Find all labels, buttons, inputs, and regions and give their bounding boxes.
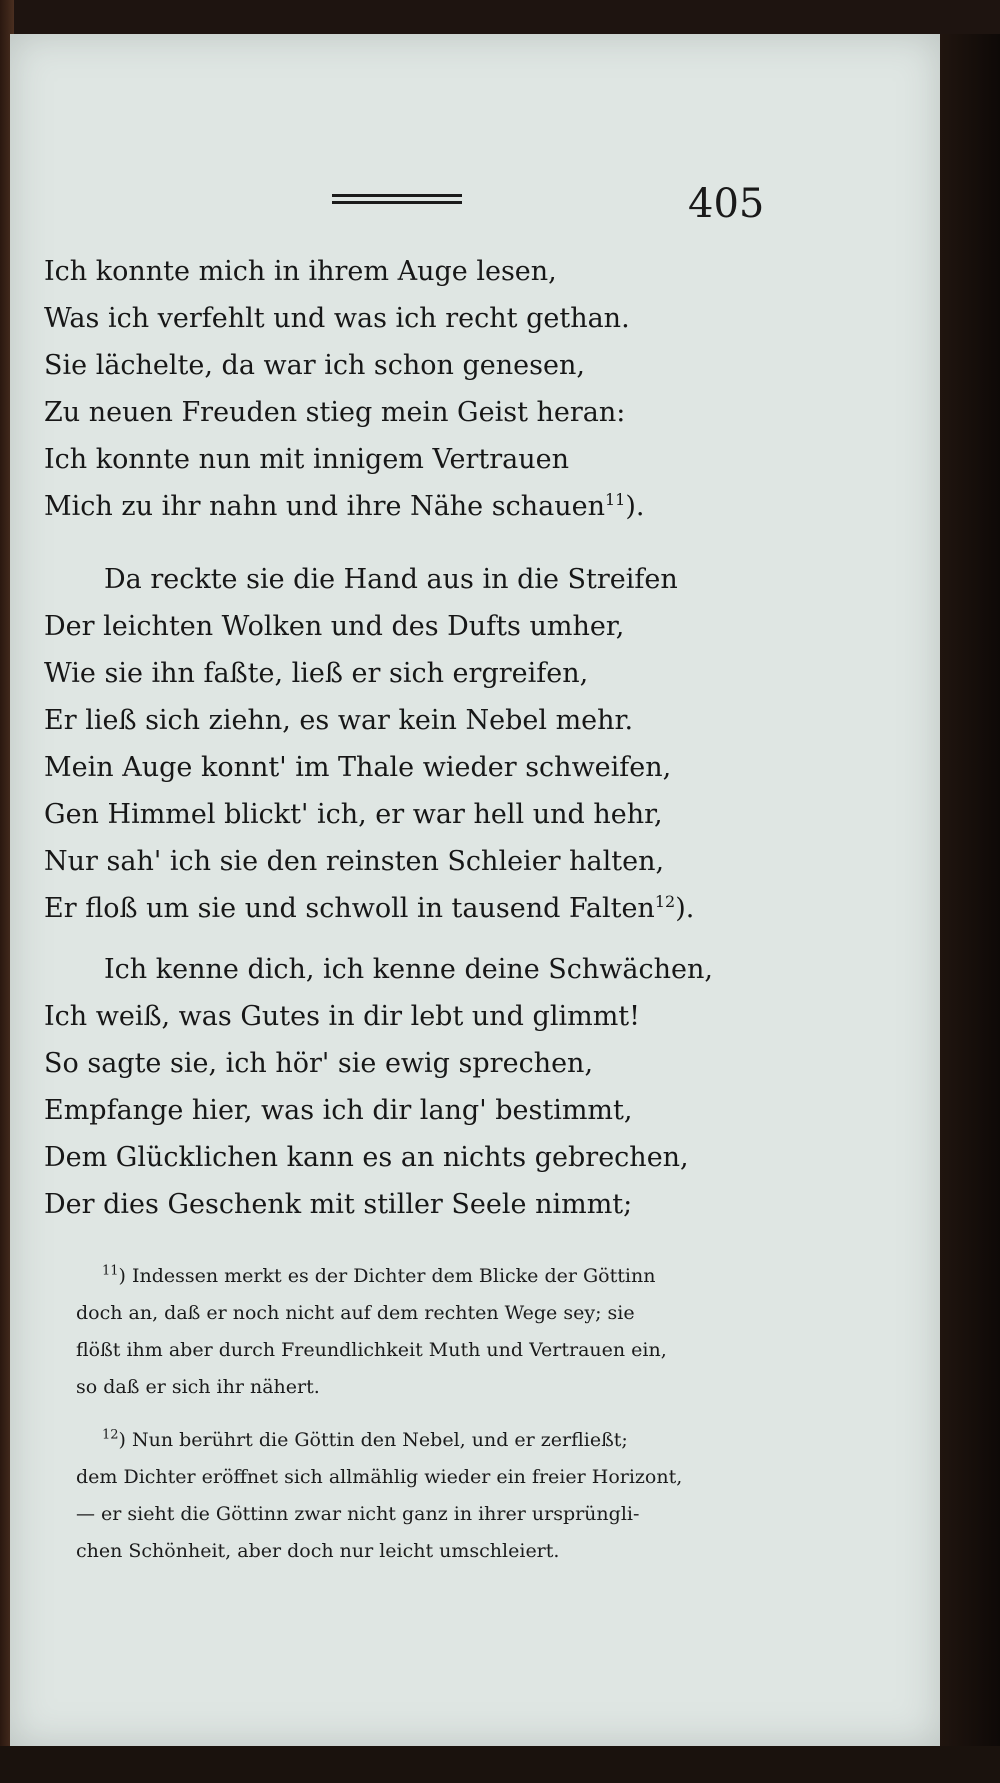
verse-line: So sagte sie, ich hör' sie ewig sprechen, [44, 1048, 594, 1079]
verse-line: Ich weiß, was Gutes in dir lebt und glimmt! [44, 1001, 641, 1032]
footnote-reference: 12 [654, 892, 676, 911]
footnote-12 [76, 1422, 796, 1570]
stanza-2 [44, 556, 764, 932]
footnote-11 [76, 1258, 796, 1406]
verse-punctuation: ). [625, 491, 645, 522]
footnote-line: doch an, daß er noch nicht auf dem rechten Wege sey; sie [76, 1302, 635, 1324]
footnote-line: — er sieht die Göttinn zwar nicht ganz in ihrer ursprüngli- [76, 1503, 640, 1525]
footnote-line [76, 1258, 796, 1295]
verse-line: Ich kenne dich, ich kenne deine Schwächen, [104, 954, 713, 985]
verse-line: Der leichten Wolken und des Dufts umher, [44, 611, 625, 642]
footnote-line: dem Dichter eröffnet sich allmählig wieder ein freier Horizont, [76, 1466, 683, 1488]
verse-line: Der dies Geschenk mit stiller Seele nimmt; [44, 1189, 633, 1220]
scan-bottom-edge [0, 1746, 1000, 1783]
verse-line: Ich konnte mich in ihrem Auge lesen, [44, 256, 557, 287]
footnote-line: so daß er sich ihr nähert. [76, 1376, 320, 1398]
verse-line: Wie sie ihn faßte, ließ er sich ergreifen, [44, 658, 589, 689]
verse-line: Gen Himmel blickt' ich, er war hell und hehr, [44, 799, 663, 830]
stanza-1 [44, 248, 764, 530]
footnote-number: 11 [102, 1263, 119, 1279]
footnote-line: chen Schönheit, aber doch nur leicht umschleiert. [76, 1540, 560, 1562]
verse-line: Er ließ sich ziehn, es war kein Nebel mehr. [44, 705, 634, 736]
verse-line [44, 885, 764, 932]
verse-punctuation: ). [675, 893, 695, 924]
header-double-rule [332, 194, 462, 204]
verse-line: Da reckte sie die Hand aus in die Streifen [104, 564, 678, 595]
footnote-line: flößt ihm aber durch Freundlichkeit Muth und Vertrauen ein, [76, 1339, 667, 1361]
footnote-text: ) Nun berührt die Göttin den Nebel, und er zerfließt; [118, 1429, 628, 1451]
footnote-reference: 11 [604, 490, 626, 509]
footnote-number: 12 [102, 1427, 119, 1443]
verse-line: Ich konnte nun mit innigem Vertrauen [44, 444, 569, 475]
verse-line: Mein Auge konnt' im Thale wieder schweifen, [44, 752, 672, 783]
verse-text: Er floß um sie und schwoll in tausend Falten [44, 893, 655, 924]
verse-line: Dem Glücklichen kann es an nichts gebrechen, [44, 1142, 689, 1173]
verse-line [44, 483, 764, 530]
verse-line: Sie lächelte, da war ich schon genesen, [44, 350, 585, 381]
stanza-3 [44, 946, 764, 1228]
verse-line: Was ich verfehlt und was ich recht gethan. [44, 303, 630, 334]
scan-right-edge [940, 34, 1000, 1783]
footnote-line [76, 1422, 796, 1459]
verse-line: Nur sah' ich sie den reinsten Schleier halten, [44, 846, 665, 877]
scan-top-edge [0, 0, 1000, 36]
footnote-text: ) Indessen merkt es der Dichter dem Blicke der Göttinn [118, 1265, 656, 1287]
verse-line: Zu neuen Freuden stieg mein Geist heran: [44, 397, 626, 428]
verse-text: Mich zu ihr nahn und ihre Nähe schauen [44, 491, 605, 522]
verse-line: Empfange hier, was ich dir lang' bestimmt, [44, 1095, 633, 1126]
page-number: 405 [688, 181, 765, 227]
